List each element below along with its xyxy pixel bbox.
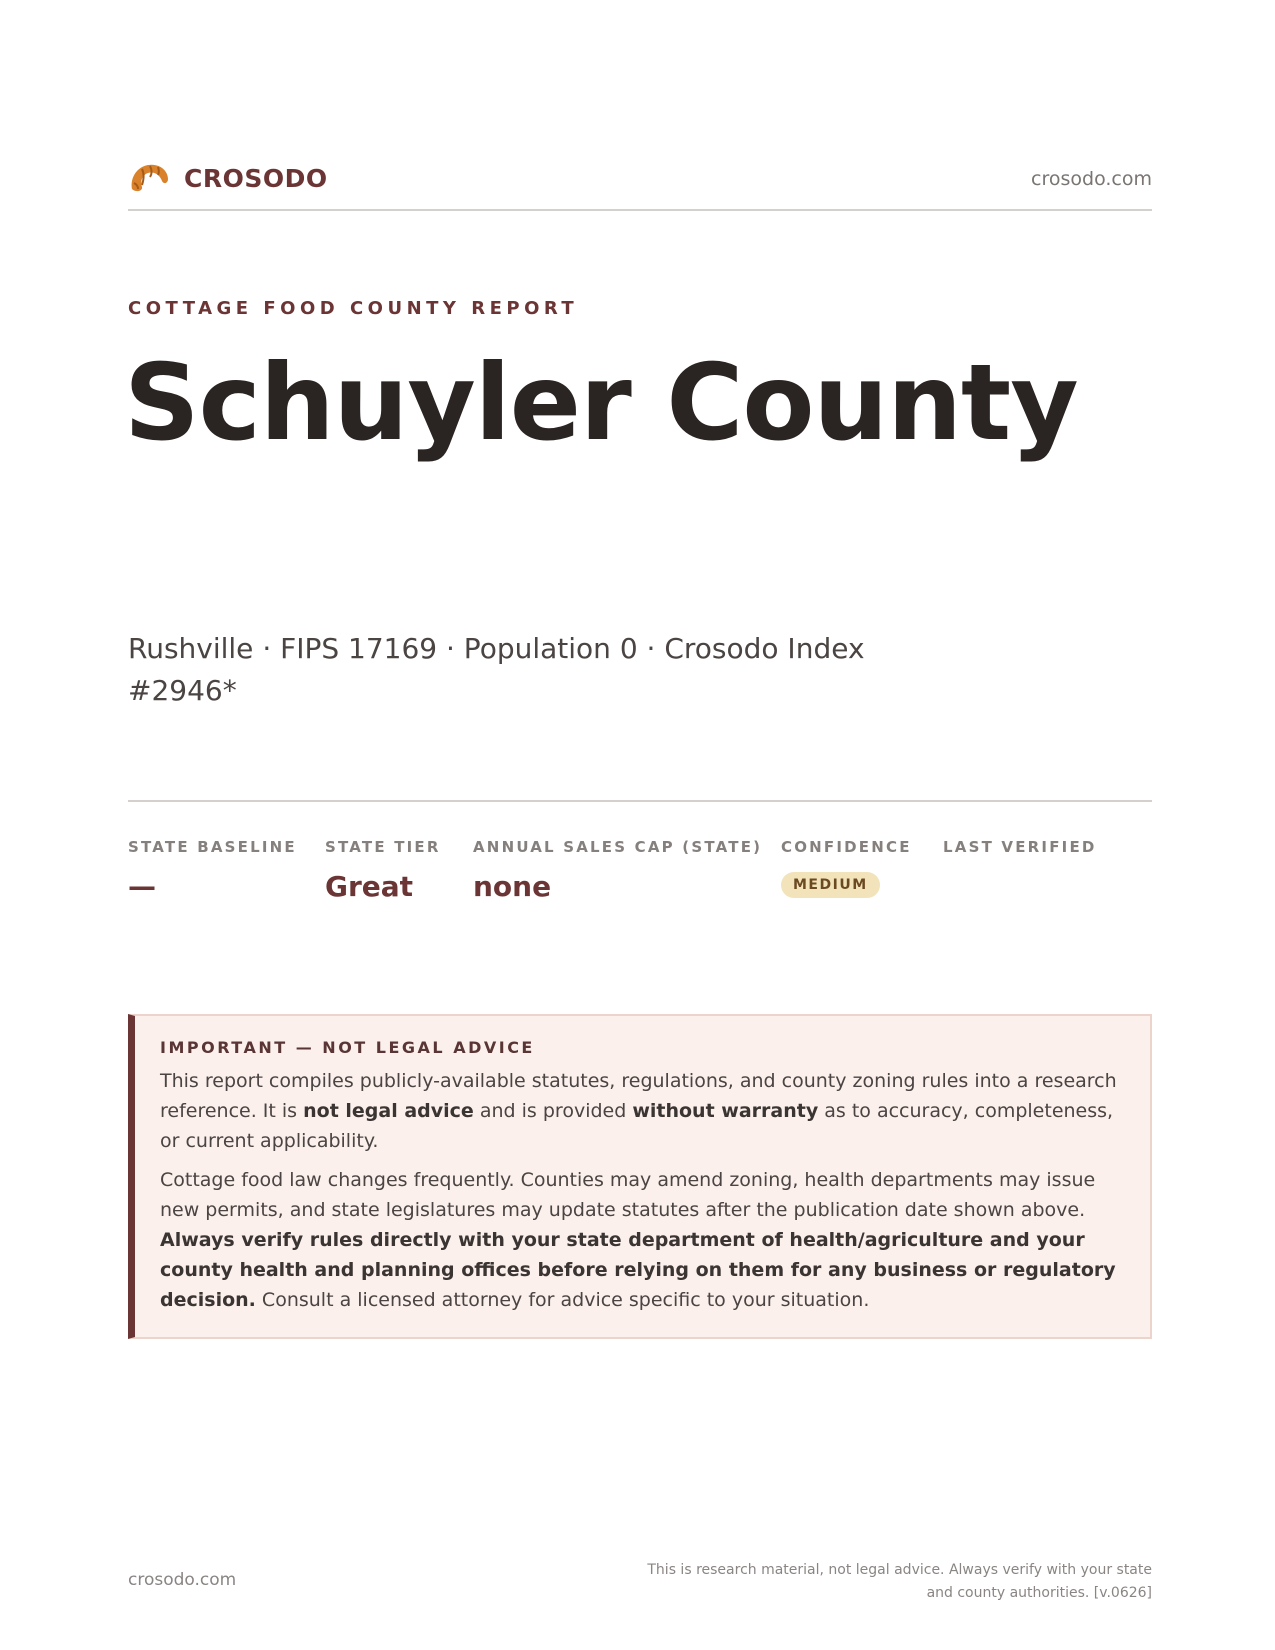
stat-state-baseline: [128, 838, 297, 903]
notice-title: IMPORTANT — NOT LEGAL ADVICE: [160, 1038, 535, 1057]
stat-annual-sales-cap: [473, 838, 762, 903]
confidence-badge: MEDIUM: [781, 872, 880, 898]
stat-value: none: [473, 870, 552, 903]
stat-label: CONFIDENCE: [781, 838, 912, 856]
stats-divider: [128, 800, 1152, 802]
legal-notice: [128, 1014, 1152, 1339]
notice-paragraph-1: This report compiles publicly-available statutes, regulations, and county zoning rules into a research reference. It is not legal advice and is provided without warranty as to accuracy, completeness, or current applicability.: [160, 1070, 1117, 1152]
stat-label: STATE BASELINE: [128, 838, 297, 856]
stat-value: Great: [325, 870, 414, 903]
footer-disclaimer: This is research material, not legal advice. Always verify with your state and county authorities. [v.0626]: [647, 1562, 1152, 1601]
county-meta: Rushville · FIPS 17169 · Population 0 · Crosodo Index #2946*: [128, 632, 865, 707]
stat-last-verified: [943, 838, 1097, 870]
croissant-icon: [128, 159, 170, 197]
stat-label: STATE TIER: [325, 838, 441, 856]
stat-label: LAST VERIFIED: [943, 838, 1097, 856]
notice-paragraph-2: Cottage food law changes frequently. Counties may amend zoning, health departments may issue new permits, and state legislatures may update statutes after the publication date shown above. Always verify rules directly with your state department of health/agriculture and your county health and planning offices before relying on them for any business or regulatory decision. Consult a licensed attorney for advice specific to your situation.: [160, 1169, 1116, 1311]
page-title: Schuyler County: [124, 342, 1078, 464]
stat-state-tier: [325, 838, 441, 903]
page-header: [128, 157, 1152, 211]
stat-label: ANNUAL SALES CAP (STATE): [473, 838, 763, 856]
stat-confidence: [781, 838, 912, 898]
stat-value: —: [128, 870, 156, 903]
brand-name: CROSODO: [184, 164, 328, 193]
report-eyebrow: COTTAGE FOOD COUNTY REPORT: [128, 298, 579, 319]
site-url[interactable]: crosodo.com: [1031, 168, 1152, 190]
footer-site-url[interactable]: crosodo.com: [128, 1570, 237, 1590]
